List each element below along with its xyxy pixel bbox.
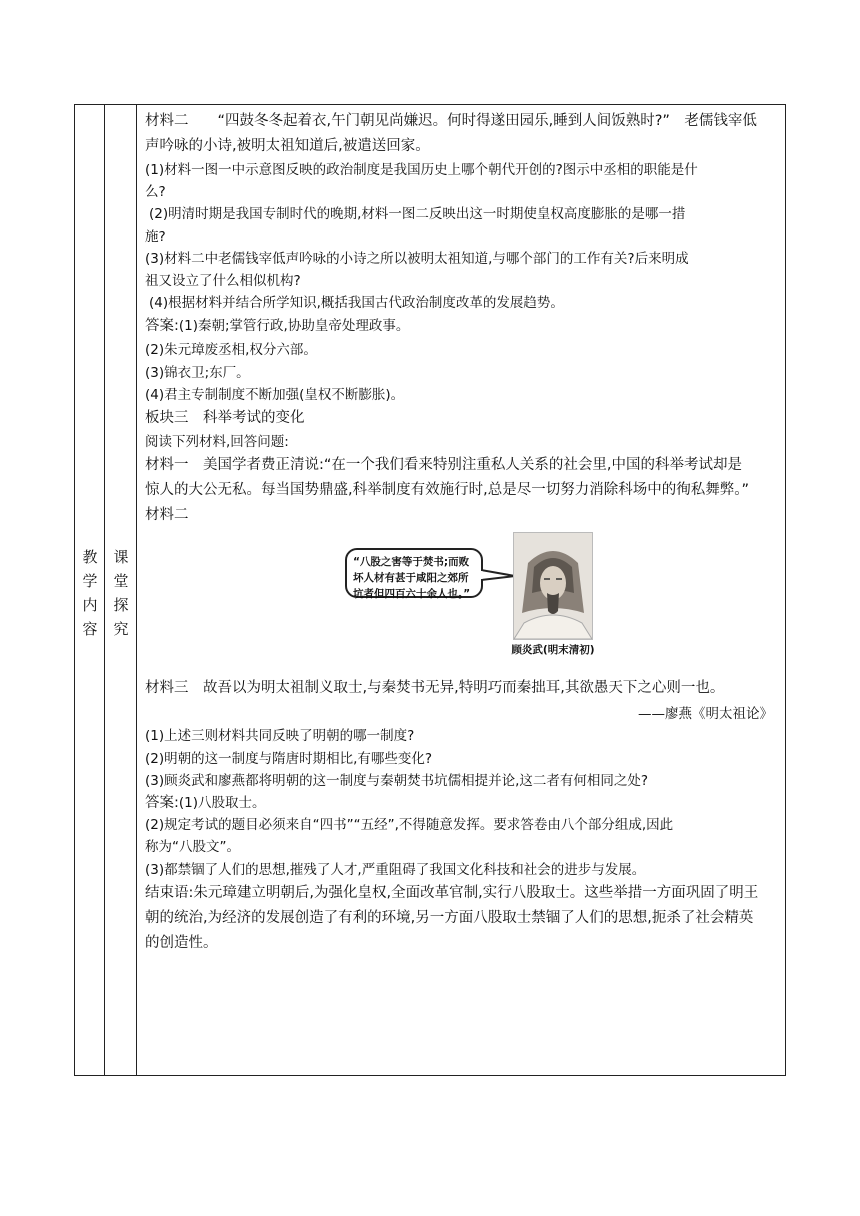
- material1-line1: 材料一 美国学者费正清说:“在一个我们看来特别注重私人关系的社会里,中国的科举考试却是: [145, 457, 743, 474]
- row-label-column-1: [75, 105, 105, 1075]
- question2-line2: 施?: [145, 228, 166, 245]
- question1-line2: 么?: [145, 184, 166, 201]
- answer-label-text: 答案:: [145, 318, 179, 335]
- answer4: (4)君主专制制度不断加强(皇权不断膨胀)。: [145, 386, 405, 403]
- material2-line1: 材料二 “四鼓冬冬起着衣,午门朝见尚嫌迟。何时得遂田园乐,睡到人间饭熟时?” 老儒钱宰低: [145, 113, 757, 129]
- sub-question3: (3)顾炎武和廖燕都将明朝的这一制度与秦朝焚书坑儒相提并论,这二者有何相同之处?: [145, 772, 649, 789]
- speech-bubble-tail-icon: [481, 568, 515, 584]
- question3-line2: 祖又设立了什么相似机构?: [145, 273, 301, 290]
- material3-source: ——廖燕《明太祖论》: [638, 706, 773, 723]
- conclusion-line1: 结束语:朱元璋建立明朝后,为强化皇权,全面改革官制,实行八股取士。这些举措一方面巩固了明王: [145, 884, 759, 901]
- question3-line1: (3)材料二中老儒钱宰低声吟咏的小诗之所以被明太祖知道,与哪个部门的工作有关?后来明成: [145, 250, 689, 267]
- material1-line2: 惊人的大公无私。每当国势鼎盛,科举制度有效施行时,总是尽一切努力消除科场中的徇私舞弊。”: [145, 482, 749, 499]
- section3-title: 板块三 科举考试的变化: [145, 410, 305, 427]
- question4: (4)根据材料并结合所学知识,概括我国古代政治制度改革的发展趋势。: [149, 295, 564, 312]
- question1-line1: (1)材料一图一中示意图反映的政治制度是我国历史上哪个朝代开创的?图示中丞相的职能是什: [145, 162, 698, 178]
- sub-question2: (2)明朝的这一制度与隋唐时期相比,有哪些变化?: [145, 750, 433, 767]
- lesson-table: [74, 104, 786, 1076]
- portrait-icon: [514, 533, 592, 639]
- row-label-column-2: [105, 105, 137, 1075]
- portrait-caption: 顾炎武(明末清初): [511, 644, 595, 657]
- answer2: (2)朱元璋废丞相,权分六部。: [145, 342, 317, 359]
- material2-label: 材料二: [145, 507, 189, 524]
- sub-answer-label: 答案:: [145, 795, 179, 812]
- sub-answer1: (1)八股取士。: [178, 795, 266, 812]
- read-intro: 阅读下列材料,回答问题:: [145, 434, 289, 451]
- content-cell: [137, 105, 785, 956]
- conclusion-line2: 朝的统治,为经济的发展创造了有利的环境,另一方面八股取士禁锢了人们的思想,扼杀了社会精英: [145, 909, 754, 926]
- sub-answer-line1: [145, 792, 777, 814]
- material3: 材料三 故吾以为明太祖制义取士,与秦焚书无异,特明巧而秦拙耳,其欲愚天下之心则一也。: [145, 680, 725, 697]
- sub-answer3: (3)都禁锢了人们的思想,摧残了人才,严重阻碍了我国文化科技和社会的进步与发展。: [145, 861, 646, 878]
- portrait-image: [513, 532, 593, 640]
- answer3: (3)锦衣卫;东厂。: [145, 364, 250, 381]
- row-label-teaching-content: 教学内容: [82, 548, 98, 638]
- question2-line1: (2)明清时期是我国专制时代的晚期,材料一图二反映出这一时期使皇权高度膨胀的是哪一措: [149, 206, 686, 223]
- answer-label: [145, 314, 777, 339]
- answer1: (1)秦朝;掌管行政,协助皇帝处理政事。: [178, 318, 410, 335]
- row-label-classroom-inquiry: 课堂探究: [113, 548, 129, 638]
- conclusion-line3: 的创造性。: [145, 934, 218, 951]
- gu-yanwu-figure: [145, 532, 777, 670]
- sub-question1: (1)上述三则材料共同反映了明朝的哪一制度?: [145, 728, 415, 745]
- speech-bubble: “八股之害等于焚书;而败坏人材有甚于咸阳之郊所坑者但四百六十余人也。”: [345, 548, 483, 598]
- sub-answer2-line2: 称为“八股文”。: [145, 839, 240, 856]
- material2-line2: 声吟咏的小诗,被明太祖知道后,被遣送回家。: [145, 138, 430, 154]
- sub-answer2-line1: (2)规定考试的题目必须来自“四书”“五经”,不得随意发挥。要求答卷由八个部分组成,因此: [145, 817, 674, 834]
